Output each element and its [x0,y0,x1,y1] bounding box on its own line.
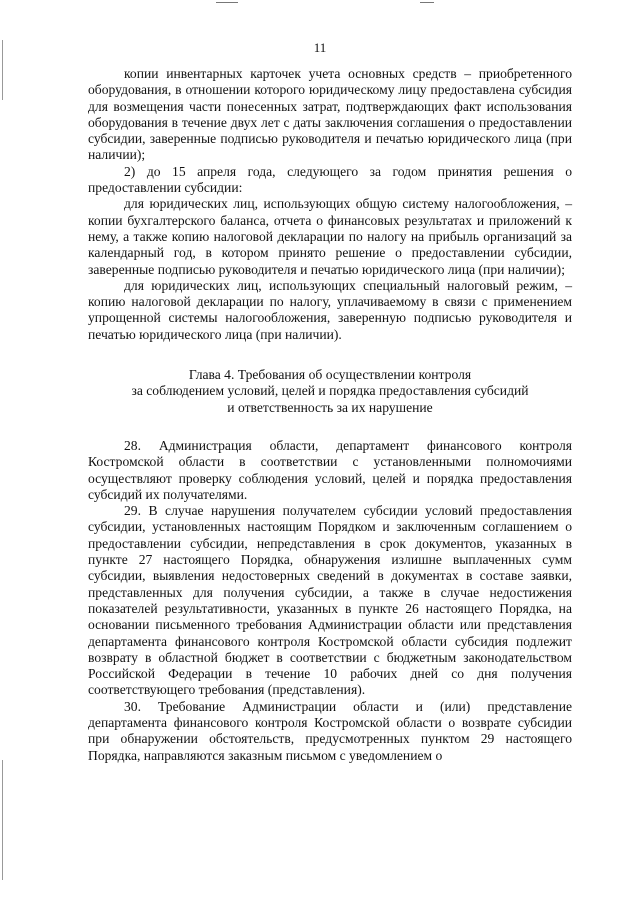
paragraph: 28. Администрация области, департамент финансового контроля Костромской области в соответствии с установленными полномочиями осуществляют проверку соблюдения условий, целей и порядка предоставления субсидий их получателями. [88,437,572,502]
paragraph: 29. В случае нарушения получателем субсидии условий предоставления субсидии, установленных настоящим Порядком и заключенным соглашением о предоставлении субсидии, непредставления в срок документов, указанных в пункте 27 настоящего Порядка, обнаружения излишне выплаченных сумм субсидии, выявления недостоверных сведений в документах в составе заявки, представленных для получения субсидии, а также в случае недостижения показателей результативности, указанных в пункте 26 настоящего Порядка, на основании письменного требования Администрации области или представления департамента финансового контроля Костромской области субсидия подлежит возврату в областной бюджет в соответствии с бюджетным законодательством Российской Федерации в течение 10 рабочих дней со дня получения соответствующего требования (представления). [88,503,572,698]
chapter-title-line: и ответственность за их нарушение [227,399,433,415]
paragraph: для юридических лиц, использующих специальный налоговый режим, – копию налоговой декларации по налогу, уплачиваемому в связи с применением упрощенной системы налогообложения, заверенную подписью руководителя и печатью юридического лица (при наличии). [88,277,572,342]
document-body [88,66,572,764]
chapter-title-line: за соблюдением условий, целей и порядка предоставления субсидий [131,383,529,399]
paragraph: копии инвентарных карточек учета основных средств – приобретенного оборудования, в отношении которого юридическому лицу предоставлена субсидия для возмещения части понесенных затрат, подтверждающих факт использования оборудования в течение двух лет с даты заключения соглашения о предоставлении субсидии, заверенные подписью руководителя и печатью юридического лица (при наличии); [88,66,572,163]
scan-mark [216,2,238,3]
scan-mark [420,2,434,3]
paragraph: 30. Требование Администрации области и (или) представление департамента финансового контроля Костромской области о возврате субсидии при обнаружении обстоятельств, предусмотренных пунктом 29 настоящего Порядка, направляются заказным письмом с уведомлением о [88,698,572,763]
page-number: 11 [313,40,327,55]
chapter-title-line: Глава 4. Требования об осуществлении контроля [188,367,472,383]
paragraph: для юридических лиц, использующих общую систему налогообложения, – копии бухгалтерского баланса, отчета о финансовых результатах и приложений к нему, а также копию налоговой декларации по налогу на прибыль организаций за календарный год, в котором принято решение о предоставлении субсидии, заверенные подписью руководителя и печатью юридического лица (при наличии); [88,196,572,277]
chapter-heading [88,367,572,416]
paragraph: 2) до 15 апреля года, следующего за годом принятия решения о предоставлении субсидии: [88,163,572,196]
scan-edge [2,760,3,880]
